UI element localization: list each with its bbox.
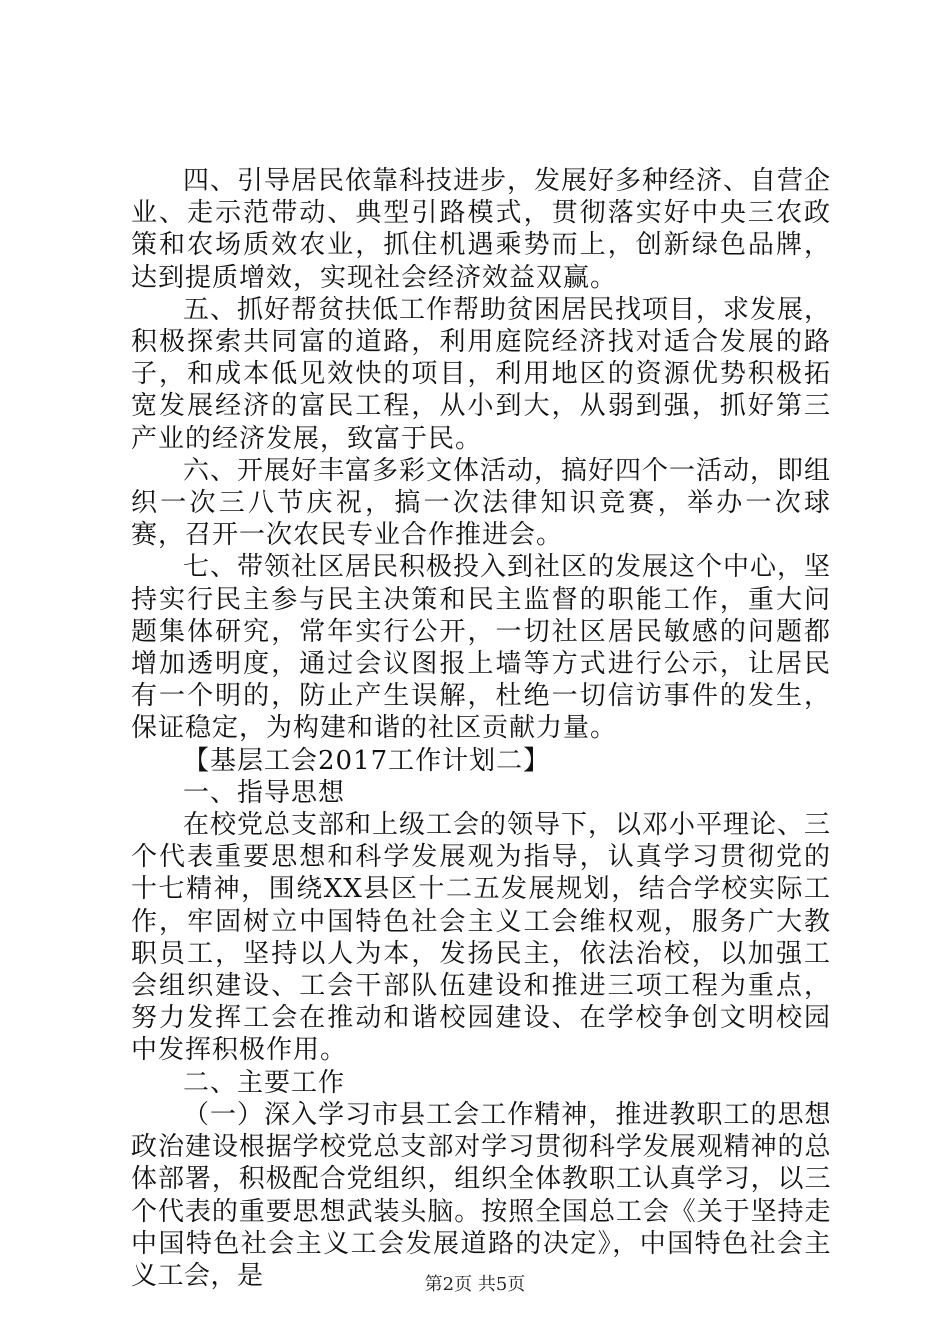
paragraph-guiding-thought: 在校党总支部和上级工会的领导下，以邓小平理论、三个代表重要思想和科学发展观为指导，认真学习贯彻党的十七精神，围绕XX县区十二五发展规划，结合学校实际工作，牢固树立中国特色社会主义工会维权观，服务广大教职员工，坚持以人为本，发扬民主，依法治校，以加强工会组织建设、工会干部队伍建设和推进三项工程为重点，努力发挥工会在推动和谐校园建设、在学校争创文明校园中发挥积极作用。 [131,810,832,1066]
heading-guiding-thought: 一、指导思想 [183,777,346,808]
paragraph-six: 六、开展好丰富多彩文体活动，搞好四个一活动，即组织一次三八节庆祝，搞一次法律知识竞赛，举办一次球赛，召开一次农民专业合作推进会。 [131,455,832,551]
paragraph-five: 五、抓好帮贫扶低工作帮助贫困居民找项目，求发展，积极探索共同富的道路，利用庭院经济找对适合发展的路子，和成本低见效快的项目，利用地区的资源优势积极拓宽发展经济的富民工程，从小到大，从弱到强，抓好第三产业的经济发展，致富于民。 [131,294,832,454]
paragraph-four: 四、引导居民依靠科技进步，发展好多种经济、自营企业、走示范带动、典型引路模式，贯彻落实好中央三农政策和农场质效农业，抓住机遇乘势而上，创新绿色品牌，达到提质增效，实现社会经济效益双赢。 [131,166,832,293]
paragraph-seven: 七、带领社区居民积极投入到社区的发展这个中心，坚持实行民主参与民主决策和民主监督的职能工作，重大问题集体研究，常年实行公开，一切社区居民敏感的问题都增加透明度，通过会议图报上墙等方式进行公示，让居民有一个明的，防止产生误解，杜绝一切信访事件的发生，保证稳定，为构建和谐的社区贡献力量。 [131,552,832,744]
page-number-label: 第2页 共5页 [424,1274,526,1295]
document-body [131,165,831,1292]
page-footer [0,1270,950,1296]
paragraph-main-work: （一）深入学习市县工会工作精神，推进教职工的思想政治建设根据学校党总支部对学习贯彻科学发展观精神的总体部署，积极配合党组织，组织全体教职工认真学习，以三个代表的重要思想武装头脑。按照全国总工会《关于坚持走中国特色社会主义工会发展道路的决定》，中国特色社会主义工会，是 [131,1099,831,1291]
heading-main-work: 二、主要工作 [183,1067,346,1098]
section-title: 【基层工会2017工作计划二】 [183,745,551,776]
